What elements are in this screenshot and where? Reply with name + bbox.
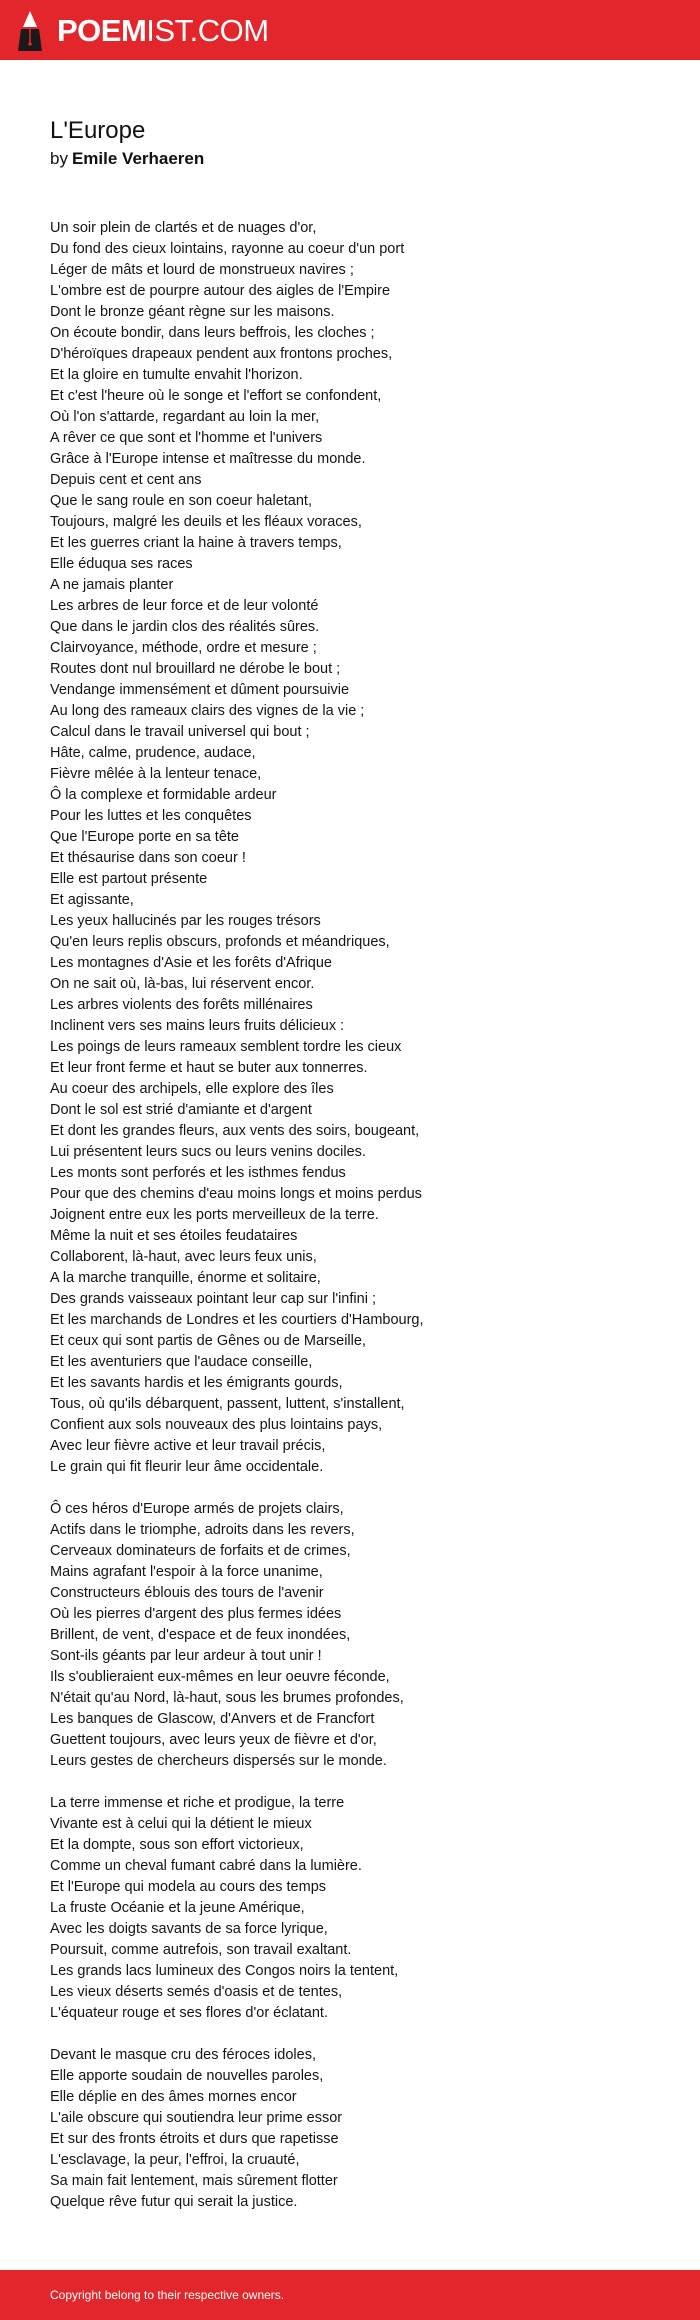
poem-line: Grâce à l'Europe intense et maîtresse du monde. xyxy=(50,451,366,467)
poem-stanza xyxy=(50,1499,670,1772)
poem-line: L'aile obscure qui soutiendra leur prime essor xyxy=(50,2110,343,2126)
poem-line: On écoute bondir, dans leurs beffrois, les cloches ; xyxy=(50,325,375,341)
poem-line: Les monts sont perforés et les isthmes fendus xyxy=(50,1165,346,1181)
poem-line: Les yeux hallucinés par les rouges trésors xyxy=(50,913,321,929)
poem-stanza xyxy=(50,1793,670,2024)
poem-line: La fruste Océanie et la jeune Amérique, xyxy=(50,1900,305,1916)
poem-line: Calcul dans le travail universel qui bout ; xyxy=(50,724,310,740)
poem-line: Ils s'oublieraient eux-mêmes en leur oeuvre féconde, xyxy=(50,1669,390,1685)
poem-line: Joignent entre eux les ports merveilleux de la terre. xyxy=(50,1207,379,1223)
site-logo-link[interactable] xyxy=(17,9,269,53)
poem-line: Avec les doigts savants de sa force lyrique, xyxy=(50,1921,328,1937)
poem-stanza xyxy=(50,218,670,1478)
poem-line: Un soir plein de clartés et de nuages d'or, xyxy=(50,220,317,236)
poem-line: Routes dont nul brouillard ne dérobe le bout ; xyxy=(50,661,341,677)
poem-line: Où les pierres d'argent des plus fermes idées xyxy=(50,1606,342,1622)
poem-line: Leurs gestes de chercheurs dispersés sur le monde. xyxy=(50,1753,387,1769)
poem-line: A la marche tranquille, énorme et solitaire, xyxy=(50,1270,321,1286)
poem-line: Brillent, de vent, d'espace et de feux inondées, xyxy=(50,1627,351,1643)
poem-line: La terre immense et riche et prodigue, la terre xyxy=(50,1795,345,1811)
poem-line: Comme un cheval fumant cabré dans la lumière. xyxy=(50,1858,362,1874)
poem-line: Devant le masque cru des féroces idoles, xyxy=(50,2047,316,2063)
poem-line: Et les savants hardis et les émigrants gourds, xyxy=(50,1375,343,1391)
poem-line: Actifs dans le triomphe, adroits dans les revers, xyxy=(50,1522,355,1538)
poem-line: Et les marchands de Londres et les courtiers d'Hambourg, xyxy=(50,1312,424,1328)
poem-line: Les arbres de leur force et de leur volonté xyxy=(50,598,319,614)
poem-line: Pour les luttes et les conquêtes xyxy=(50,808,252,824)
poem-line: Elle est partout présente xyxy=(50,871,208,887)
poem-byline xyxy=(50,148,204,170)
poem-line: Et dont les grandes fleurs, aux vents des soirs, bougeant, xyxy=(50,1123,420,1139)
poem-line: Que dans le jardin clos des réalités sûres. xyxy=(50,619,320,635)
poem-line: Pour que des chemins d'eau moins longs et moins perdus xyxy=(50,1186,422,1202)
poem-line: Du fond des cieux lointains, rayonne au coeur d'un port xyxy=(50,241,405,257)
poem-title: L'Europe xyxy=(50,117,146,144)
poem-line: Et thésaurise dans son coeur ! xyxy=(50,850,246,866)
copyright-text: Copyright belong to their respective owners. xyxy=(50,2288,285,2302)
poem-line: Dont le bronze géant règne sur les maisons. xyxy=(50,304,335,320)
poem-line: Guettent toujours, avec leurs yeux de fièvre et d'or, xyxy=(50,1732,377,1748)
poem-line: Constructeurs éblouis des tours de l'avenir xyxy=(50,1585,324,1601)
poem-line: A rêver ce que sont et l'homme et l'univers xyxy=(50,430,323,446)
poem-line: Des grands vaisseaux pointant leur cap sur l'infini ; xyxy=(50,1291,376,1307)
poem-line: Et leur front ferme et haut se buter aux tonnerres. xyxy=(50,1060,368,1076)
poem-line: Lui présentent leurs sucs ou leurs venins dociles. xyxy=(50,1144,366,1160)
site-footer xyxy=(0,2270,700,2320)
poem-line: Et c'est l'heure où le songe et l'effort se confondent, xyxy=(50,388,382,404)
poem-line: Quelque rêve futur qui serait la justice. xyxy=(50,2194,298,2210)
poem-line: Toujours, malgré les deuils et les fléaux voraces, xyxy=(50,514,362,530)
poem-line: Elle éduqua ses races xyxy=(50,556,193,572)
logo-text-light: IST.COM xyxy=(146,13,269,48)
poem-line: Où l'on s'attarde, regardant au loin la mer, xyxy=(50,409,320,425)
poem-line: Confient aux sols nouveaux des plus lointains pays, xyxy=(50,1417,383,1433)
poem-line: Inclinent vers ses mains leurs fruits délicieux : xyxy=(50,1018,345,1034)
poem-line: Au long des rameaux clairs des vignes de la vie ; xyxy=(50,703,365,719)
poem-line: L'esclavage, la peur, l'effroi, la cruauté, xyxy=(50,2152,300,2168)
poem-line: On ne sait où, là-bas, lui réservent encor. xyxy=(50,976,315,992)
poem-line: Les vieux déserts semés d'oasis et de tentes, xyxy=(50,1984,343,2000)
poem-line: Mains agrafant l'espoir à la force unanime, xyxy=(50,1564,323,1580)
poem-line: Et ceux qui sont partis de Gênes ou de Marseille, xyxy=(50,1333,366,1349)
poem-line: Que le sang roule en son coeur haletant, xyxy=(50,493,312,509)
poem-author-link[interactable]: Emile Verhaeren xyxy=(71,149,205,168)
poem-stanza xyxy=(50,2045,670,2213)
poem-line: Poursuit, comme autrefois, son travail exaltant. xyxy=(50,1942,352,1958)
poem-line: Hâte, calme, prudence, audace, xyxy=(50,745,256,761)
poem-line: Ô la complexe et formidable ardeur xyxy=(50,787,277,803)
byline-by: by xyxy=(50,149,68,168)
poem-line: Léger de mâts et lourd de monstrueux navires ; xyxy=(50,262,354,278)
poem-line: Et agissante, xyxy=(50,892,134,908)
poem-line: Avec leur fièvre active et leur travail précis, xyxy=(50,1438,326,1454)
poem-line: Les banques de Glascow, d'Anvers et de Francfort xyxy=(50,1711,375,1727)
logo-text-bold: POEM xyxy=(57,13,147,48)
poem-line: Elle apporte soudain de nouvelles paroles, xyxy=(50,2068,324,2084)
poem-line: D'héroïques drapeaux pendent aux frontons proches, xyxy=(50,346,393,362)
poem-line: Sont-ils géants par leur ardeur à tout unir ! xyxy=(50,1648,322,1664)
poem-line: Qu'en leurs replis obscurs, profonds et méandriques, xyxy=(50,934,390,950)
poem-line: Les poings de leurs rameaux semblent tordre les cieux xyxy=(50,1039,402,1055)
poem-line: Au coeur des archipels, elle explore des îles xyxy=(50,1081,334,1097)
poem-line: Même la nuit et ses étoiles feudataires xyxy=(50,1228,298,1244)
poem-line: Cerveaux dominateurs de forfaits et de crimes, xyxy=(50,1543,351,1559)
poem-line: Que l'Europe porte en sa tête xyxy=(50,829,239,845)
poem-line: Et l'Europe qui modela au cours des temps xyxy=(50,1879,327,1895)
poem-line: Tous, où qu'ils débarquent, passent, luttent, s'installent, xyxy=(50,1396,405,1412)
poem-line: L'ombre est de pourpre autour des aigles de l'Empire xyxy=(50,283,391,299)
poem-line: Le grain qui fit fleurir leur âme occidentale. xyxy=(50,1459,324,1475)
poem-line: Fièvre mêlée à la lenteur tenace, xyxy=(50,766,262,782)
poem-line: Elle déplie en des âmes mornes encor xyxy=(50,2089,297,2105)
poem-line: A ne jamais planter xyxy=(50,577,174,593)
site-logo-text xyxy=(57,10,269,52)
poem-line: Dont le sol est strié d'amiante et d'argent xyxy=(50,1102,312,1118)
poem-line: Vivante est à celui qui la détient le mieux xyxy=(50,1816,312,1832)
poem-line: Les arbres violents des forêts millénaires xyxy=(50,997,313,1013)
poem-line: L'équateur rouge et ses flores d'or éclatant. xyxy=(50,2005,328,2021)
poem-line: Depuis cent et cent ans xyxy=(50,472,202,488)
poem-line: Et les aventuriers que l'audace conseille, xyxy=(50,1354,313,1370)
poem-line: Et la gloire en tumulte envahit l'horizon. xyxy=(50,367,303,383)
poem-line: Et la dompte, sous son effort victorieux, xyxy=(50,1837,304,1853)
poem-line: N'était qu'au Nord, là-haut, sous les brumes profondes, xyxy=(50,1690,404,1706)
poem-line: Sa main fait lentement, mais sûrement flotter xyxy=(50,2173,338,2189)
poem-line: Les grands lacs lumineux des Congos noirs la tentent, xyxy=(50,1963,399,1979)
poem-line: Ô ces héros d'Europe armés de projets clairs, xyxy=(50,1501,344,1517)
poem-line: Clairvoyance, méthode, ordre et mesure ; xyxy=(50,640,317,656)
site-header xyxy=(0,0,700,60)
poem-line: Vendange immensément et dûment poursuivie xyxy=(50,682,350,698)
poem-body xyxy=(50,218,670,2234)
poem-line: Et sur des fronts étroits et durs que rapetisse xyxy=(50,2131,339,2147)
poem-line: Collaborent, là-haut, avec leurs feux unis, xyxy=(50,1249,317,1265)
pen-nib-icon xyxy=(17,9,43,53)
poem-line: Et les guerres criant la haine à travers temps, xyxy=(50,535,342,551)
poem-line: Les montagnes d'Asie et les forêts d'Afrique xyxy=(50,955,332,971)
